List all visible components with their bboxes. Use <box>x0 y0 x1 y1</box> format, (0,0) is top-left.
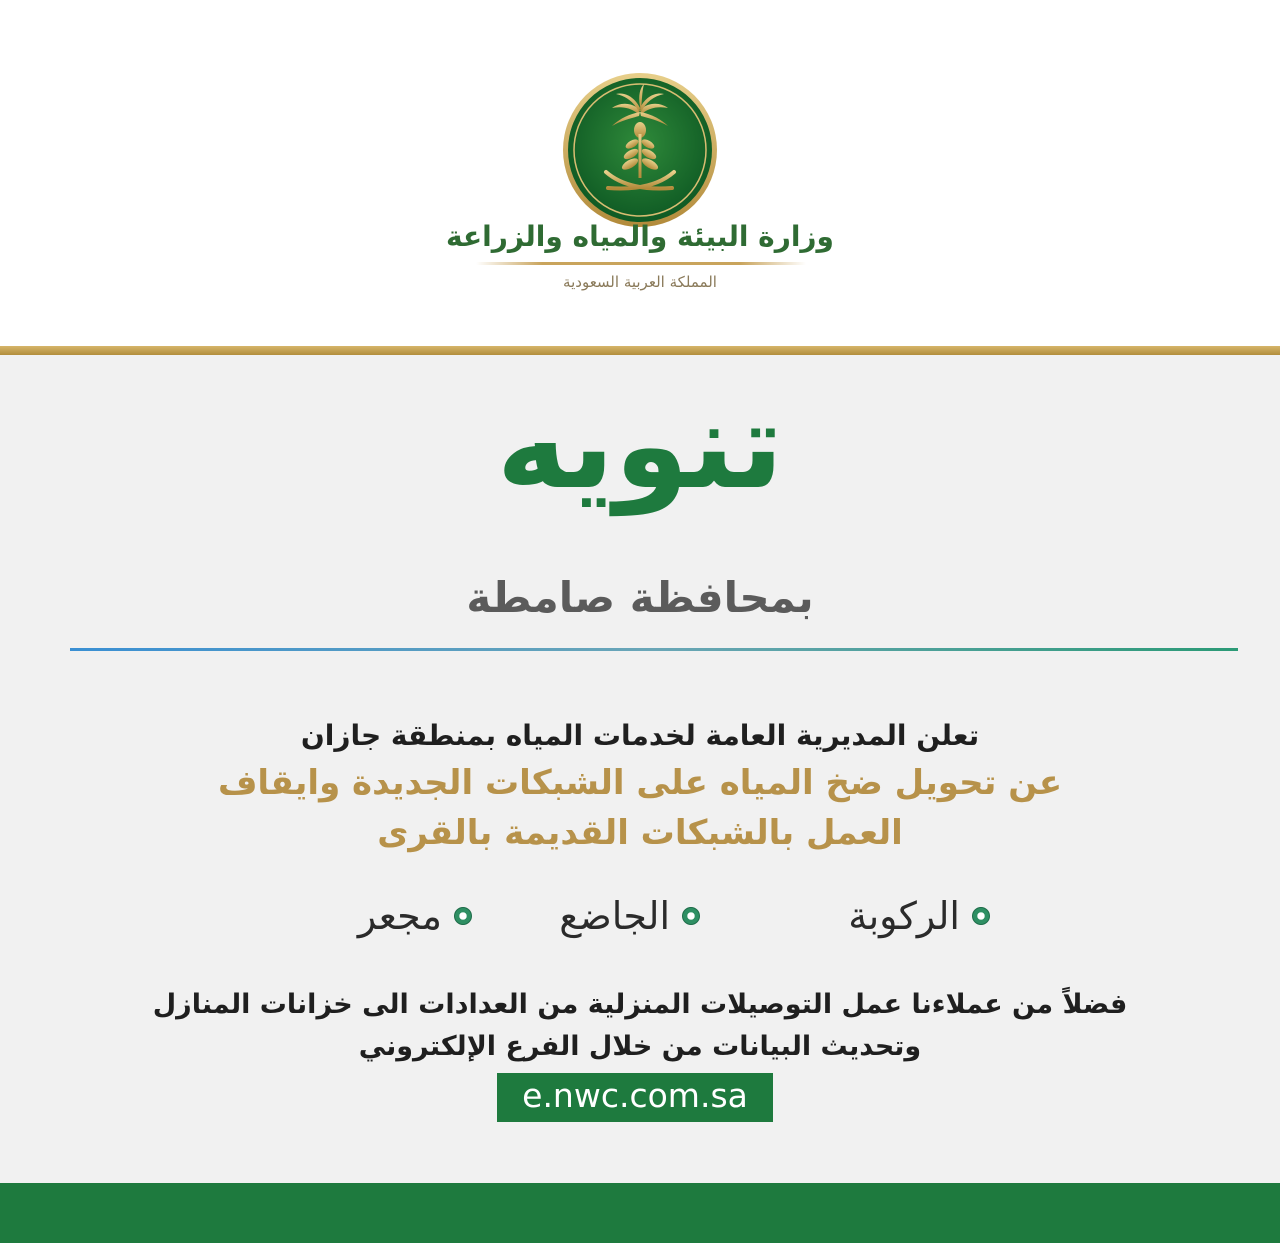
village-name: الجاضع <box>559 894 670 938</box>
announcement-highlight-line2: العمل بالشبكات القديمة بالقرى <box>377 813 903 853</box>
notice-title: تنويه <box>496 377 784 516</box>
village-item <box>818 888 990 944</box>
footer-bar <box>0 1183 1280 1243</box>
village-name: مجعر <box>357 894 442 938</box>
village-item <box>332 888 472 944</box>
bullet-icon <box>682 907 700 925</box>
bullet-icon <box>972 907 990 925</box>
announcement-intro: تعلن المديرية العامة لخدمات المياه بمنطقة جازان <box>300 719 980 752</box>
ministry-name: وزارة البيئة والمياه والزراعة <box>446 220 834 253</box>
ministry-emblem-icon <box>562 72 718 228</box>
gold-divider-band <box>0 346 1280 355</box>
announcement-highlight-line1: عن تحويل ضخ المياه على الشبكات الجديدة وايقاف <box>217 763 1063 803</box>
section-divider <box>70 648 1238 651</box>
eservice-link[interactable]: e.nwc.com.sa <box>497 1073 773 1122</box>
village-item <box>540 888 700 944</box>
bullet-icon <box>454 907 472 925</box>
ministry-underline <box>476 262 806 265</box>
header <box>0 0 1280 346</box>
notice-subtitle: بمحافظة صامطة <box>466 573 814 622</box>
customer-request-line2: وتحديث البيانات من خلال الفرع الإلكتروني <box>358 1031 922 1062</box>
village-name: الركوبة <box>848 894 960 938</box>
customer-request-line1: فضلاً من عملاءنا عمل التوصيلات المنزلية من العدادات الى خزانات المنازل <box>152 989 1128 1020</box>
country-name: المملكة العربية السعودية <box>563 273 717 291</box>
